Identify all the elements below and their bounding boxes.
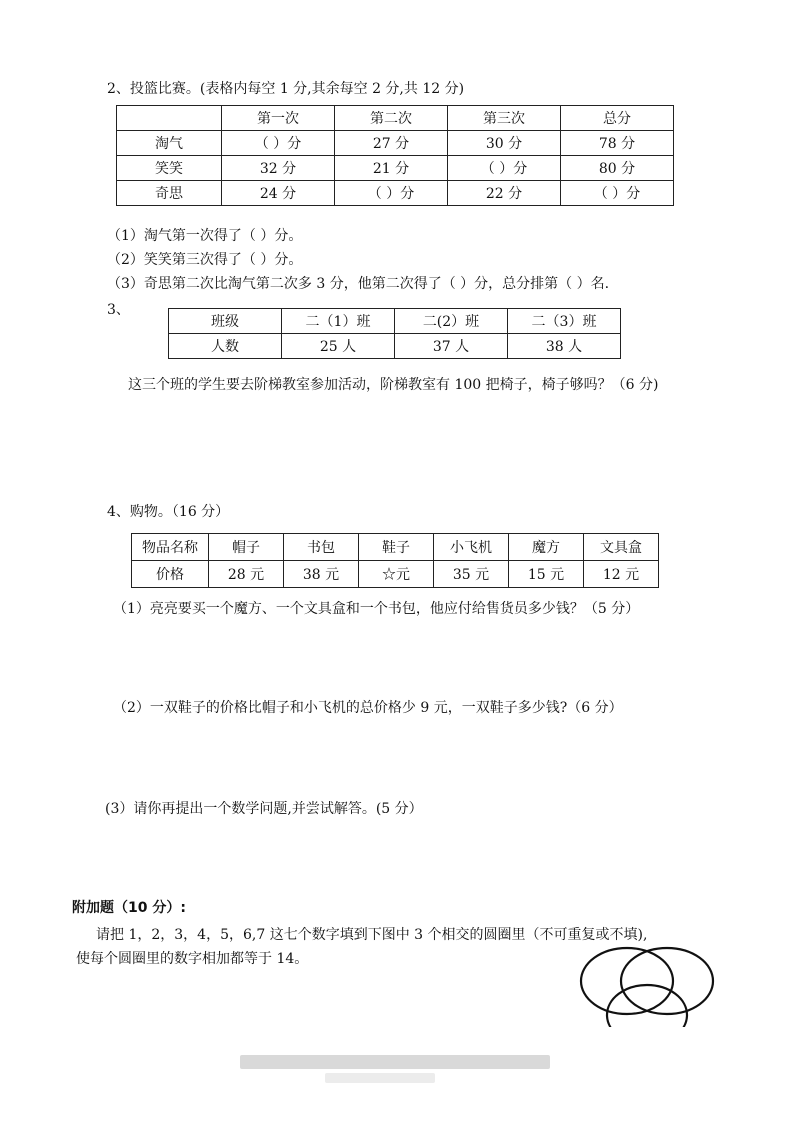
table-header-cell: 班级	[169, 309, 282, 334]
blurred-footer-watermark	[240, 1055, 550, 1069]
bonus-line1: 请把 1，2，3，4，5，6,7 这七个数字填到下图中 3 个相交的圆圈里（不可重复或不填),	[96, 927, 648, 943]
q3-number: 3、	[107, 302, 130, 318]
table-header-row	[117, 106, 674, 131]
bonus-title: 附加题（10 分）:	[72, 900, 186, 916]
table-cell: ☆元	[359, 561, 434, 588]
table-header-cell: 二(2）班	[395, 309, 508, 334]
table-cell: 78 分	[561, 131, 674, 156]
table-cell: 21 分	[335, 156, 448, 181]
right-circle	[621, 948, 713, 1014]
table-header-cell: 第一次	[222, 106, 335, 131]
q4-sub3: (3）请你再提出一个数学问题,并尝试解答。(5 分）	[105, 801, 423, 817]
bonus-line2: 使每个圆圈里的数字相加都等于 14。	[76, 951, 309, 967]
table-header-cell: 总分	[561, 106, 674, 131]
table-cell: 24 分	[222, 181, 335, 206]
q4-sub2: （2）一双鞋子的价格比帽子和小飞机的总价格少 9 元，一双鞋子多少钱?（6 分）	[113, 700, 623, 716]
table-header-cell: 帽子	[209, 534, 284, 561]
table-cell: 25 人	[282, 334, 395, 359]
table-cell: 28 元	[209, 561, 284, 588]
table-row	[117, 131, 674, 156]
table-row	[169, 334, 621, 359]
q4-title: 4、购物。（16 分）	[107, 504, 230, 520]
table-header-cell: 文具盒	[584, 534, 659, 561]
q3-question: 这三个班的学生要去阶梯教室参加活动，阶梯教室有 100 把椅子，椅子够吗？（6 分)	[128, 377, 659, 393]
table-cell: （ ）分	[335, 181, 448, 206]
table-header-cell: 第二次	[335, 106, 448, 131]
table-cell: 35 元	[434, 561, 509, 588]
table-cell: 12 元	[584, 561, 659, 588]
table-row	[132, 561, 659, 588]
table-cell: 15 元	[509, 561, 584, 588]
table-header-cell: 物品名称	[132, 534, 209, 561]
table-row	[117, 156, 674, 181]
table-cell: 淘气	[117, 131, 222, 156]
table-cell: 27 分	[335, 131, 448, 156]
table-header-cell: 二（1）班	[282, 309, 395, 334]
table-cell: 22 分	[448, 181, 561, 206]
blurred-footer-watermark-line2	[325, 1073, 435, 1083]
table-header-cell	[117, 106, 222, 131]
table-cell: 价格	[132, 561, 209, 588]
venn-circles-diagram	[578, 945, 723, 1027]
table-header-row	[132, 534, 659, 561]
q2-sub3: （3）奇思第二次比淘气第二次多 3 分，他第二次得了（ ）分，总分排第（ ）名.	[107, 276, 610, 292]
table-cell: 人数	[169, 334, 282, 359]
table-header-cell: 鞋子	[359, 534, 434, 561]
table-row	[117, 181, 674, 206]
table-cell: 奇思	[117, 181, 222, 206]
table-cell: 37 人	[395, 334, 508, 359]
q3-class-table	[168, 308, 621, 359]
q4-sub1: （1）亮亮要买一个魔方、一个文具盒和一个书包，他应付给售货员多少钱？（5 分）	[113, 601, 640, 617]
table-cell: 38 元	[284, 561, 359, 588]
table-cell: （ ）分	[561, 181, 674, 206]
table-header-cell: 第三次	[448, 106, 561, 131]
table-header-cell: 二（3）班	[508, 309, 621, 334]
table-cell: 80 分	[561, 156, 674, 181]
q2-sub1: （1）淘气第一次得了（ ）分。	[107, 228, 303, 244]
table-header-cell: 魔方	[509, 534, 584, 561]
left-circle	[581, 948, 673, 1014]
table-cell: （ ）分	[448, 156, 561, 181]
q2-title: 2、投篮比赛。(表格内每空 1 分,其余每空 2 分,共 12 分)	[107, 81, 465, 97]
table-cell: 30 分	[448, 131, 561, 156]
table-header-cell: 书包	[284, 534, 359, 561]
table-cell: 32 分	[222, 156, 335, 181]
q2-sub2: （2）笑笑第三次得了（ ）分。	[107, 252, 303, 268]
bottom-circle	[607, 985, 687, 1027]
table-header-row	[169, 309, 621, 334]
table-header-cell: 小飞机	[434, 534, 509, 561]
table-cell: 38 人	[508, 334, 621, 359]
q4-price-table	[131, 533, 659, 588]
q2-score-table	[116, 105, 674, 206]
table-cell: （ ）分	[222, 131, 335, 156]
table-cell: 笑笑	[117, 156, 222, 181]
